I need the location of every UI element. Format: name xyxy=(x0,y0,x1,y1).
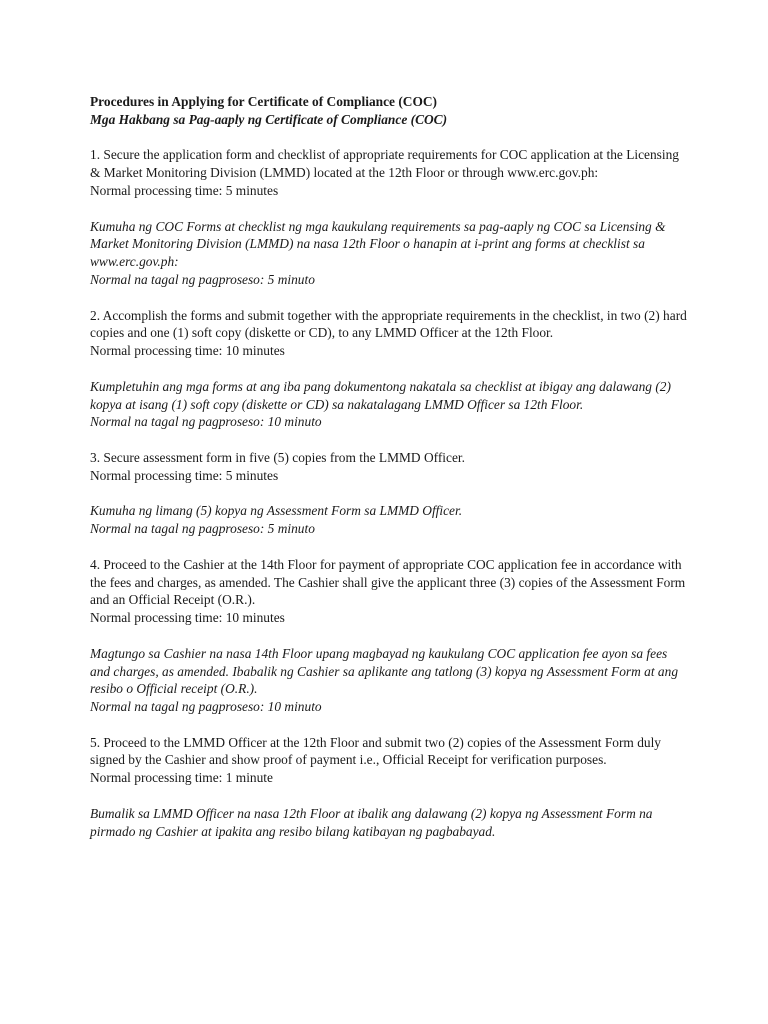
step-4-time: Normal processing time: 10 minutes xyxy=(90,610,285,626)
step-3-tagalog-time: Normal na tagal ng pagproseso: 5 minuto xyxy=(90,521,315,537)
step-3-text: 3. Secure assessment form in five (5) copies from the LMMD Officer. xyxy=(90,449,465,465)
document-subtitle: Mga Hakbang sa Pag-aaply ng Certificate of Compliance (COC) xyxy=(90,111,448,127)
step-4-tagalog xyxy=(90,645,690,716)
step-2-tagalog-time: Normal na tagal ng pagproseso: 10 minuto xyxy=(90,414,322,430)
step-5-english xyxy=(90,734,690,787)
step-4-tagalog-text: Magtungo sa Cashier na nasa 14th Floor upang magbayad ng kaukulang COC application fee ayon sa fees and charges, as amended. Ibabalik ng Cashier sa aplikante ang tatlong (3) kopya ng Assessment Form at ang resibo o Official receipt (O.R.). xyxy=(90,645,679,697)
step-3-tagalog-text: Kumuha ng limang (5) kopya ng Assessment Form sa LMMD Officer. xyxy=(90,503,463,519)
step-1-tagalog-text: Kumuha ng COC Forms at checklist ng mga kaukulang requirements sa pag-aaply ng COC sa Licensing & Market Monitoring Division (LMMD) na nasa 12th Floor o hanapin at i-print ang forms at checklist sa www.erc.gov.ph: xyxy=(90,218,666,270)
step-5-tagalog-text: Bumalik sa LMMD Officer na nasa 12th Floor at ibalik ang dalawang (2) kopya ng Assessment Form na pirmado ng Cashier at ipakita ang resibo bilang katibayan ng pagbabayad. xyxy=(90,805,653,839)
step-1-tagalog xyxy=(90,218,690,289)
step-2-tagalog xyxy=(90,378,690,431)
step-1-tagalog-time: Normal na tagal ng pagproseso: 5 minuto xyxy=(90,271,315,287)
step-3-tagalog xyxy=(90,502,690,538)
step-2-time: Normal processing time: 10 minutes xyxy=(90,343,285,359)
step-4-text: 4. Proceed to the Cashier at the 14th Floor for payment of appropriate COC application fee in accordance with the fees and charges, as amended. The Cashier shall give the applicant three (3) copies of the Assessment Form and an Official Receipt (O.R.). xyxy=(90,556,686,608)
document-title: Procedures in Applying for Certificate of Compliance (COC) xyxy=(90,94,437,109)
step-3-time: Normal processing time: 5 minutes xyxy=(90,467,279,483)
step-4-english xyxy=(90,556,690,627)
step-1-text: 1. Secure the application form and checklist of appropriate requirements for COC application at the Licensing & Market Monitoring Division (LMMD) located at the 12th Floor or through www.erc.gov.ph: xyxy=(90,147,679,181)
step-2-english xyxy=(90,307,690,360)
step-4-tagalog-time: Normal na tagal ng pagproseso: 10 minuto xyxy=(90,699,322,715)
step-2-text: 2. Accomplish the forms and submit together with the appropriate requirements in the checklist, in two (2) hard copies and one (1) soft copy (diskette or CD), to any LMMD Officer at the 12th Floor. xyxy=(90,307,687,341)
step-3-english xyxy=(90,449,690,485)
step-5-tagalog xyxy=(90,805,690,841)
step-2-tagalog-text: Kumpletuhin ang mga forms at ang iba pang dokumentong nakatala sa checklist at ibigay ang dalawang (2) kopya at isang (1) soft copy (diskette or CD) sa nakatalagang LMMD Officer sa 12th Floor. xyxy=(90,378,671,412)
step-1-english xyxy=(90,146,690,199)
step-5-time: Normal processing time: 1 minute xyxy=(90,770,273,786)
step-1-time: Normal processing time: 5 minutes xyxy=(90,182,279,198)
step-5-text: 5. Proceed to the LMMD Officer at the 12th Floor and submit two (2) copies of the Assessment Form duly signed by the Cashier and show proof of payment i.e., Official Receipt for verification purposes. xyxy=(90,734,662,768)
document-page xyxy=(90,93,690,858)
